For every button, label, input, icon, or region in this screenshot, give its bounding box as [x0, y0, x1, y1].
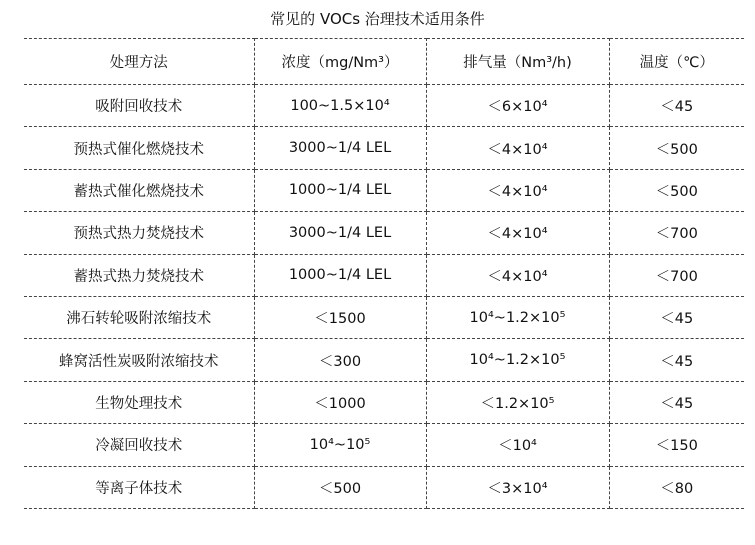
header-row [24, 39, 744, 85]
cell-concentration: ＜500 [254, 466, 426, 508]
table-row [24, 254, 744, 296]
cell-temperature: ＜150 [609, 424, 744, 466]
cell-method: 生物处理技术 [24, 381, 254, 423]
cell-concentration: 100~1.5×10⁴ [254, 85, 426, 127]
cell-method: 蜂窝活性炭吸附浓缩技术 [24, 339, 254, 381]
cell-exhaust-volume: 10⁴~1.2×10⁵ [426, 296, 609, 338]
header-exhaust-volume: 排气量（Nm³/h) [426, 39, 609, 85]
table-row [24, 466, 744, 508]
cell-exhaust-volume: ＜1.2×10⁵ [426, 381, 609, 423]
cell-temperature: ＜700 [609, 212, 744, 254]
header-concentration: 浓度（mg/Nm³） [254, 39, 426, 85]
cell-exhaust-volume: ＜4×10⁴ [426, 254, 609, 296]
cell-exhaust-volume: 10⁴~1.2×10⁵ [426, 339, 609, 381]
table-row [24, 85, 744, 127]
table-title: 常见的 VOCs 治理技术适用条件 [270, 10, 485, 28]
cell-exhaust-volume: ＜10⁴ [426, 424, 609, 466]
cell-temperature: ＜45 [609, 85, 744, 127]
header-method: 处理方法 [24, 39, 254, 85]
cell-exhaust-volume: ＜4×10⁴ [426, 169, 609, 211]
cell-temperature: ＜700 [609, 254, 744, 296]
header-temperature: 温度（℃） [609, 39, 744, 85]
cell-temperature: ＜500 [609, 169, 744, 211]
cell-concentration: 1000~1/4 LEL [254, 169, 426, 211]
cell-temperature: ＜45 [609, 296, 744, 338]
table-row [24, 339, 744, 381]
cell-concentration: 3000~1/4 LEL [254, 212, 426, 254]
cell-method: 等离子体技术 [24, 466, 254, 508]
table-row [24, 127, 744, 169]
cell-method: 预热式催化燃烧技术 [24, 127, 254, 169]
cell-exhaust-volume: ＜4×10⁴ [426, 127, 609, 169]
cell-method: 预热式热力焚烧技术 [24, 212, 254, 254]
cell-concentration: 10⁴~10⁵ [254, 424, 426, 466]
cell-exhaust-volume: ＜6×10⁴ [426, 85, 609, 127]
cell-temperature: ＜45 [609, 381, 744, 423]
cell-concentration: ＜300 [254, 339, 426, 381]
cell-temperature: ＜500 [609, 127, 744, 169]
cell-method: 吸附回收技术 [24, 85, 254, 127]
table-row [24, 212, 744, 254]
cell-exhaust-volume: ＜3×10⁴ [426, 466, 609, 508]
cell-concentration: 1000~1/4 LEL [254, 254, 426, 296]
cell-concentration: 3000~1/4 LEL [254, 127, 426, 169]
cell-method: 冷凝回收技术 [24, 424, 254, 466]
cell-concentration: ＜1500 [254, 296, 426, 338]
cell-method: 沸石转轮吸附浓缩技术 [24, 296, 254, 338]
cell-temperature: ＜45 [609, 339, 744, 381]
cell-concentration: ＜1000 [254, 381, 426, 423]
cell-method: 蓄热式催化燃烧技术 [24, 169, 254, 211]
table-row [24, 424, 744, 466]
table-row [24, 169, 744, 211]
cell-method: 蓄热式热力焚烧技术 [24, 254, 254, 296]
voc-treatment-table [24, 38, 744, 509]
cell-exhaust-volume: ＜4×10⁴ [426, 212, 609, 254]
cell-temperature: ＜80 [609, 466, 744, 508]
table-row [24, 381, 744, 423]
table-row [24, 296, 744, 338]
